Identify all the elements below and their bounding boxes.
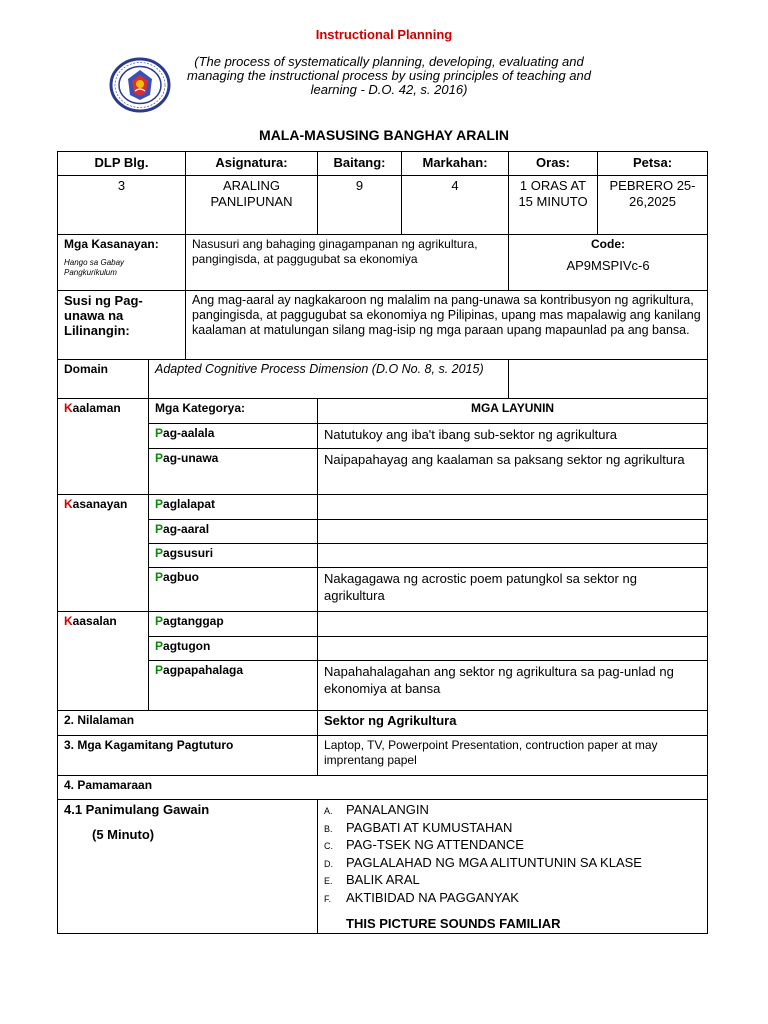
kategorya-name: agtugon [163, 639, 211, 653]
susi-row [58, 291, 708, 360]
kategorya-cell [149, 520, 318, 544]
step-text: PAGLALAHAD NG MGA ALITUNTUNIN SA KLASE [346, 854, 642, 870]
step-text: PAGBATI AT KUMUSTAHAN [346, 819, 513, 835]
kategorya-label: Mga Kategorya: [149, 399, 318, 424]
dlp-label: DLP Blg. [58, 152, 186, 176]
petsa-value: PEBRERO 25-26,2025 [598, 176, 708, 235]
domain-label: Domain [58, 360, 149, 399]
kagamitan-row [58, 736, 708, 776]
objective-text [318, 612, 708, 637]
kasanayan-text: Nasusuri ang bahaging ginagampanan ng agrikultura, pangingisda, at paggugubat sa ekonomiya [186, 235, 509, 291]
layunin-label: MGA LAYUNIN [318, 399, 708, 424]
steps-list [324, 802, 701, 907]
objective-text [318, 637, 708, 661]
oras-label: Oras: [509, 152, 598, 176]
kagamitan-value: Laptop, TV, Powerpoint Presentation, contruction paper at may imprentang papel [318, 736, 708, 776]
document-title: MALA-MASUSING BANGHAY ARALIN [259, 127, 509, 143]
kategorya-name: ag-unawa [163, 451, 219, 465]
kategorya-initial: P [155, 546, 164, 560]
gawain-label: 4.1 Panimulang Gawain [64, 802, 210, 817]
kategorya-cell [149, 495, 318, 520]
kategorya-cell [149, 544, 318, 568]
kategorya-cell [149, 449, 318, 495]
list-item [324, 837, 701, 855]
list-item [324, 820, 701, 838]
kategorya-cell [149, 424, 318, 449]
lesson-plan-table [57, 151, 708, 934]
kaasalan-domain-cell [58, 612, 149, 711]
kaasalan-rest: aasalan [72, 614, 117, 628]
domain-empty-cell [509, 360, 708, 399]
kategorya-row [58, 495, 708, 520]
kategorya-initial: P [155, 639, 164, 653]
kasanayan-label-cell [58, 235, 186, 291]
activity-title: THIS PICTURE SOUNDS FAMILIAR [346, 916, 561, 931]
asignatura-label: Asignatura: [186, 152, 318, 176]
step-letter: F. [324, 893, 332, 904]
pamamaraan-row [58, 776, 708, 800]
steps-cell [318, 800, 708, 934]
susi-text: Ang mag-aaral ay nagkakaroon ng malalim na pang-unawa sa kontribusyon ng agrikultura, pangingisda, at paggugubat sa ekonomiya ng Pilipinas, upang mas mapalawig ang kanilang kaalaman at matulungan silang mag-isip ng mga paraan upang mapaunlad pa ang bansa. [186, 291, 708, 360]
code-value: AP9MSPIVc-6 [566, 258, 650, 273]
nilalaman-label: 2. Nilalaman [58, 711, 318, 736]
objective-text [318, 520, 708, 544]
kategorya-row [58, 661, 708, 711]
dlp-value: 3 [58, 176, 186, 235]
objective-text: Natutukoy ang iba't ibang sub-sektor ng agrikultura [318, 424, 708, 449]
kasanayan-row [58, 235, 708, 291]
kategorya-row [58, 544, 708, 568]
kategorya-initial: P [155, 497, 164, 511]
baitang-value: 9 [318, 176, 402, 235]
kategorya-initial: P [155, 451, 164, 465]
markahan-label: Markahan: [402, 152, 509, 176]
kategorya-initial: P [155, 426, 164, 440]
kategorya-initial: P [155, 663, 164, 677]
kaalaman-domain-cell [58, 399, 149, 495]
objective-text: Naipapahayag ang kaalaman sa paksang sektor ng agrikultura [318, 449, 708, 495]
kaalaman-initial: K [64, 401, 73, 415]
kategorya-cell [149, 637, 318, 661]
planning-description: (The process of systematically planning, developing, evaluating and managing the instructional process by using principles of teaching and learning - D.O. 42, s. 2016) [187, 54, 591, 97]
domain-row [58, 360, 708, 399]
objective-text [318, 495, 708, 520]
kategorya-initial: P [155, 522, 164, 536]
info-header-row [58, 152, 708, 176]
kategorya-row [58, 612, 708, 637]
pamamaraan-label: 4. Pamamaraan [58, 776, 708, 800]
step-letter: C. [324, 841, 334, 851]
list-item [324, 872, 701, 890]
kategorya-name: ag-aalala [163, 426, 215, 440]
objective-text: Nakagagawa ng acrostic poem patungkol sa sektor ng agrikultura [318, 568, 708, 612]
code-label: Code: [591, 237, 626, 251]
list-item [324, 802, 701, 820]
step-letter: D. [324, 858, 334, 869]
domain-text: Adapted Cognitive Process Dimension (D.O No. 8, s. 2015) [149, 360, 509, 399]
kasanayan-initial: K [64, 497, 73, 511]
kasanayan-sublabel: Hango sa Gabay Pangkurikulum [64, 258, 125, 277]
kasanayan-rest: asanayan [72, 497, 128, 511]
kaalaman-header-row [58, 399, 708, 424]
step-text: PAG-TSEK NG ATTENDANCE [346, 837, 524, 852]
kagamitan-label: 3. Mga Kagamitang Pagtuturo [58, 736, 318, 776]
kaasalan-initial: K [64, 614, 73, 628]
oras-value: 1 ORAS AT 15 MINUTO [509, 176, 598, 235]
objective-text: Napahahalagahan ang sektor ng agrikultura sa pag-unlad ng ekonomiya at bansa [318, 661, 708, 711]
kategorya-name: ag-aaral [163, 522, 210, 536]
kategorya-row [58, 424, 708, 449]
step-text: BALIK ARAL [346, 872, 420, 887]
gawain-time: (5 Minuto) [92, 827, 155, 842]
kategorya-name: agpapahalaga [163, 663, 244, 677]
kategorya-cell [149, 612, 318, 637]
kategorya-initial: P [155, 614, 164, 628]
step-text: PANALANGIN [346, 802, 429, 817]
step-letter: E. [324, 876, 333, 886]
kategorya-row [58, 520, 708, 544]
kategorya-initial: P [155, 570, 164, 584]
info-value-row [58, 176, 708, 235]
asignatura-value: ARALING PANLIPUNAN [186, 176, 318, 235]
nilalaman-value: Sektor ng Agrikultura [318, 711, 708, 736]
kategorya-row [58, 568, 708, 612]
instructional-planning-label: Instructional Planning [315, 27, 453, 42]
kategorya-cell [149, 661, 318, 711]
kaalaman-rest: aalaman [72, 401, 121, 415]
kategorya-cell [149, 568, 318, 612]
nilalaman-row [58, 711, 708, 736]
panimulang-gawain-row [58, 800, 708, 934]
objective-text [318, 544, 708, 568]
code-cell [509, 235, 708, 291]
susi-label: Susi ng Pag-unawa na Lilinangin: [58, 291, 186, 360]
step-text: AKTIBIDAD NA PAGGANYAK [346, 889, 519, 905]
deped-seal-icon [108, 57, 174, 113]
kategorya-name: agsusuri [163, 546, 214, 560]
baitang-label: Baitang: [318, 152, 402, 176]
kategorya-name: aglalapat [163, 497, 216, 511]
petsa-label: Petsa: [598, 152, 708, 176]
kasanayan-domain-cell [58, 495, 149, 612]
kategorya-name: agbuo [163, 570, 200, 584]
gawain-cell [58, 800, 318, 934]
kategorya-name: agtanggap [163, 614, 224, 628]
list-item [324, 890, 701, 908]
step-letter: A. [324, 806, 333, 816]
list-item [324, 855, 701, 873]
kategorya-row [58, 637, 708, 661]
markahan-value: 4 [402, 176, 509, 235]
step-letter: B. [324, 823, 333, 834]
kasanayan-label: Mga Kasanayan: [64, 237, 159, 251]
kategorya-row [58, 449, 708, 495]
